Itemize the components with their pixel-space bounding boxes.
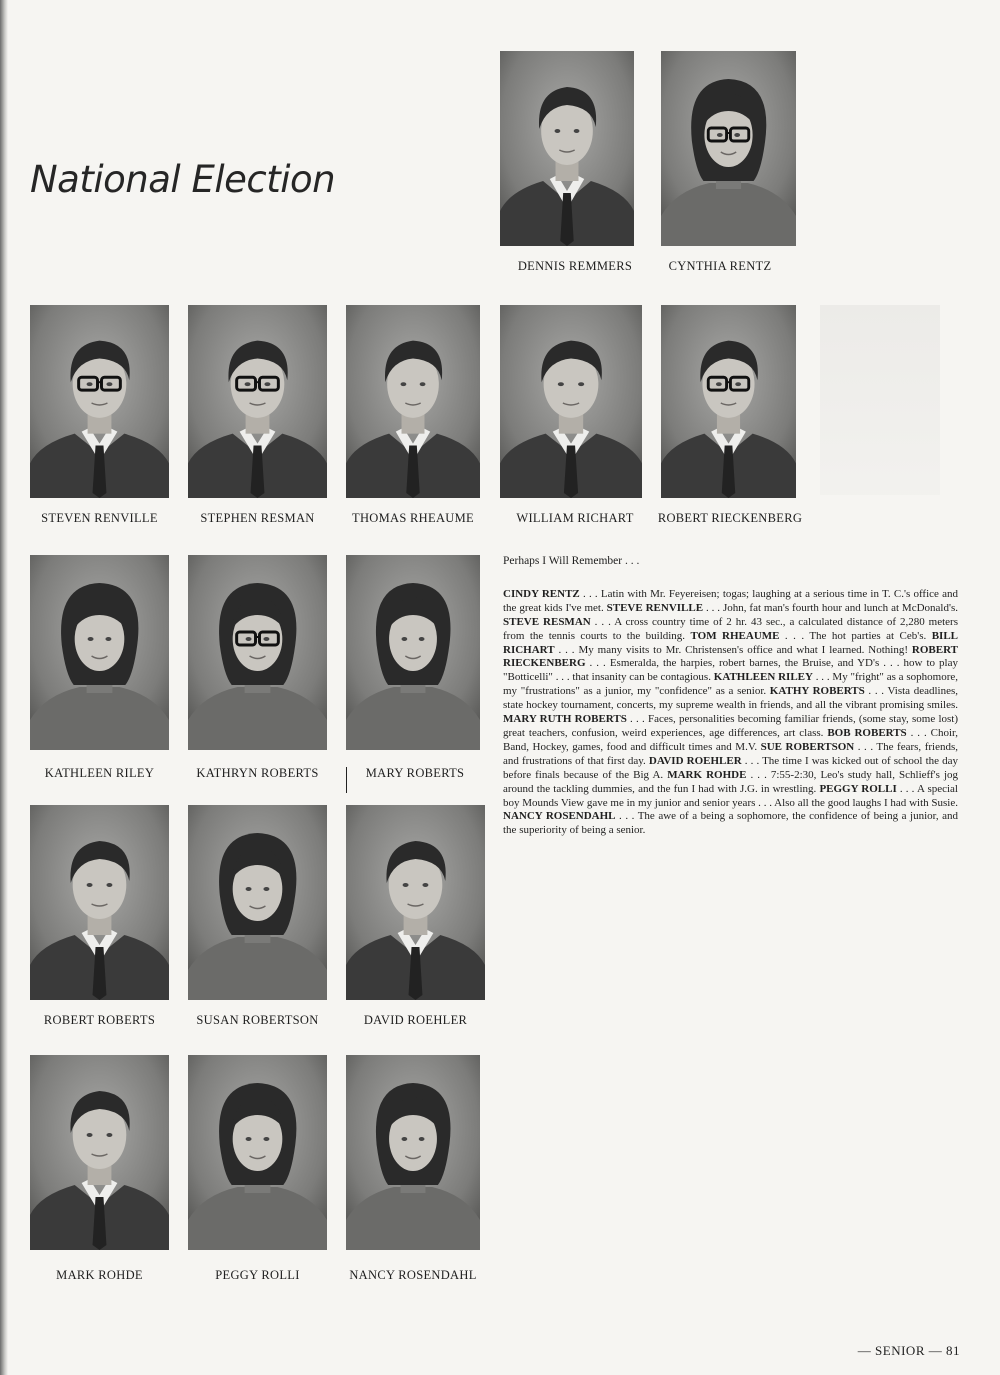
memory-student-name: DAVID ROEHLER (648, 754, 742, 767)
portrait-photo (346, 305, 480, 498)
memory-student-name: BILL RICHART (503, 629, 958, 656)
portrait-name-caption: MARK ROHDE (56, 1268, 143, 1282)
portrait-photo (188, 555, 327, 750)
memory-text: . . . The fears, friends, and frustrations of that first day. (503, 740, 958, 767)
memory-text: . . . Latin with Mr. Feyereisen; togas; laughing at a serious time in T. C.'s office and the great kids I've met. (503, 587, 958, 614)
portrait-name-caption: CYNTHIA RENTZ (668, 259, 772, 273)
portrait-silhouette-icon (30, 805, 169, 1000)
page-folio: — SENIOR — 81 (857, 1343, 960, 1358)
memory-student-name: STEVE RESMAN (503, 615, 591, 628)
portrait-name-caption: KATHLEEN RILEY (44, 766, 155, 780)
memory-student-name: TOM RHEAUME (690, 629, 780, 642)
memory-text: . . . A cross country time of 2 hr. 43 sec., a calculated distance of 2,280 meters from the tennis courts to the building. (503, 615, 958, 642)
portrait-photo (346, 555, 480, 750)
memory-text: . . . A special boy Mounds View gave me in my junior and senior years . . . Also all the good laughs I had with Susie. (503, 782, 958, 809)
portrait-name-caption: STEPHEN RESMAN (200, 511, 315, 525)
memory-text: . . . The time I was kicked out of school the day before finals because of the Big A. (503, 754, 958, 781)
portrait-silhouette-icon (346, 805, 485, 1000)
portrait-silhouette-icon (188, 1055, 327, 1250)
memories-body (503, 588, 958, 838)
memory-student-name: MARY RUTH ROBERTS (503, 713, 627, 726)
memory-student-name: PEGGY ROLLI (819, 782, 897, 795)
portrait-silhouette-icon (661, 51, 796, 246)
portrait-photo (188, 805, 327, 1000)
portrait-silhouette-icon (500, 305, 642, 498)
memory-student-name: NANCY ROSENDAHL (503, 810, 616, 823)
portrait-name-caption: ROBERT ROBERTS (43, 1013, 156, 1027)
portrait-silhouette-icon (30, 305, 169, 498)
portrait-silhouette-icon (346, 555, 480, 750)
memory-student-name: ROBERT RIECKENBERG (503, 643, 958, 670)
portrait-photo (500, 51, 634, 246)
portrait-silhouette-icon (346, 1055, 480, 1250)
memory-text: . . . The awe of a being a sophomore, the confidence of being a junior, and the superiority of being a senior. (503, 810, 959, 837)
bleed-through-shadow (820, 305, 940, 495)
memory-student-name: STEVE RENVILLE (606, 601, 704, 614)
portrait-name-caption: NANCY ROSENDAHL (349, 1268, 477, 1282)
portrait-name-caption: THOMAS RHEAUME (352, 511, 474, 525)
portrait-silhouette-icon (188, 305, 327, 498)
portrait-photo (30, 1055, 169, 1250)
page-spine-shadow (0, 0, 8, 1375)
memory-text: . . . My "fright" as a sophomore, my "frustrations" as a junior, my "confidence" as a senior. (503, 671, 958, 698)
section-title: National Election (30, 158, 336, 201)
portrait-silhouette-icon (30, 1055, 169, 1250)
portrait-name-caption: WILLIAM RICHART (516, 511, 634, 525)
memories-intro: Perhaps I Will Remember . . . (503, 555, 640, 567)
portrait-photo (188, 305, 327, 498)
portrait-photo (30, 305, 169, 498)
portrait-photo (661, 305, 796, 498)
caption-divider (346, 767, 347, 793)
memory-student-name: BOB ROBERTS (827, 726, 907, 739)
portrait-name-caption: STEVEN RENVILLE (41, 511, 158, 525)
portrait-photo (661, 51, 796, 246)
memory-student-name: MARK ROHDE (667, 768, 747, 781)
memory-text: . . . My many visits to Mr. Christensen's office and what I learned. Nothing! (554, 643, 912, 656)
portrait-name-caption: MARY ROBERTS (365, 766, 465, 780)
portrait-name-caption: PEGGY ROLLI (215, 1268, 300, 1282)
memory-text: . . . Vista deadlines, state hockey tournament, concerts, my supreme wealth in friends, and all the vibrant promising smiles. (503, 685, 958, 712)
portrait-silhouette-icon (346, 305, 480, 498)
memory-student-name: KATHLEEN RILEY (713, 671, 813, 684)
memory-text: . . . The hot parties at Ceb's. (779, 629, 932, 642)
portrait-silhouette-icon (188, 555, 327, 750)
portrait-name-caption: DAVID ROEHLER (363, 1013, 468, 1027)
memory-student-name: SUE ROBERTSON (760, 740, 855, 753)
portrait-photo (188, 1055, 327, 1250)
portrait-silhouette-icon (500, 51, 634, 246)
memory-text: . . . Choir, Band, Hockey, games, food and difficult times and M.V. (503, 726, 958, 753)
portrait-silhouette-icon (30, 555, 169, 750)
memories-column (503, 555, 958, 838)
portrait-silhouette-icon (188, 805, 327, 1000)
portrait-photo (30, 805, 169, 1000)
portrait-photo (30, 555, 169, 750)
portrait-name-caption: DENNIS REMMERS (517, 259, 633, 273)
portrait-name-caption: KATHRYN ROBERTS (196, 766, 319, 780)
portrait-photo (500, 305, 642, 498)
portrait-name-caption: SUSAN ROBERTSON (196, 1013, 319, 1027)
portrait-photo (346, 1055, 480, 1250)
portrait-silhouette-icon (661, 305, 796, 498)
memory-text: . . . Faces, personalities becoming familiar friends, (some stay, some lost) great teachers, confusion, weird experiences, age differences, art class. (503, 713, 958, 739)
memory-student-name: CINDY RENTZ (503, 587, 580, 600)
memory-text: . . . John, fat man's fourth hour and lunch at McDonald's. (703, 601, 958, 614)
portrait-photo (346, 805, 485, 1000)
memory-text: . . . Esmeralda, the harpies, robert barnes, the Bruise, and YD's . . . how to play "Botticelli" . . . that insanity can be contagious. (503, 657, 958, 684)
memory-student-name: KATHY ROBERTS (769, 685, 865, 698)
portrait-name-caption: ROBERT RIECKENBERG (657, 511, 803, 525)
memory-text: . . . 7:55-2:30, Leo's study hall, Schlieff's jog around the tackling dummies, and the fun I had with J.G. in wrestling. (503, 768, 959, 795)
